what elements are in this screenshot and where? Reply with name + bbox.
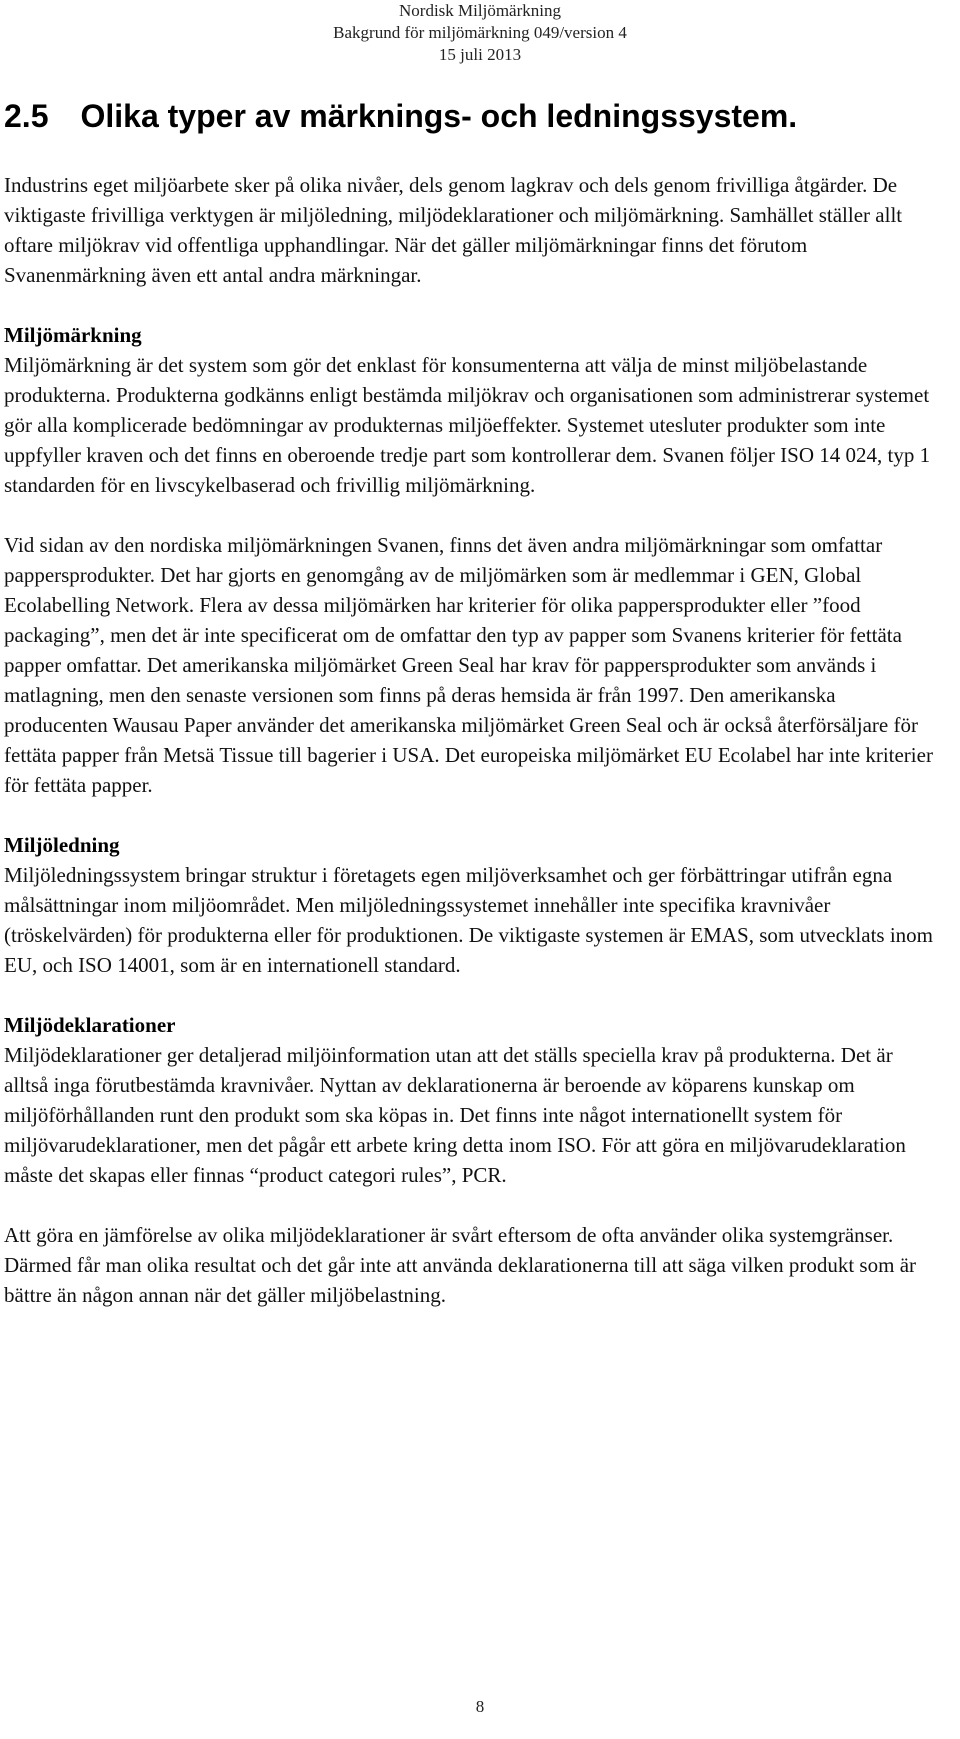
paragraph-spacer [4, 290, 934, 320]
miljomarkning-paragraph-1: Miljömärkning är det system som gör det enklast för konsumenterna att välja de minst miljöbelastande produkterna. Produkterna godkänns enligt bestämda miljökrav och organisationen som administrerar systemet gör alla komplicerade bedömningar av produkternas miljöeffekter. Systemet utesluter produkter som inte uppfyller kraven och det finns en oberoende tredje part som kontrollerar dem. Svanen följer ISO 14 024, typ 1 standarden för en livscykelbaserad och frivillig miljömärkning. [4, 353, 931, 497]
page-number: 8 [475, 1697, 485, 1716]
miljodeklarationer-paragraph-1: Miljödeklarationer ger detaljerad miljöinformation utan att det ställs speciella krav på produkterna. Det är alltså inga förutbestämda kravnivåer. Nyttan av deklarationerna är beroende av köparens kunskap om miljöförhållanden runt den produkt som ska köpas in. Det finns inte något internationellt system för miljövarudeklarationer, men det pågår ett arbete kring detta inom ISO. För att göra en miljövarudeklaration måste det skapas eller finnas “product categori rules”, PCR. [4, 1043, 906, 1187]
paragraph-spacer [4, 500, 934, 530]
document-body [4, 170, 934, 1310]
paragraph-spacer [4, 800, 934, 830]
intro-paragraph: Industrins eget miljöarbete sker på olika nivåer, dels genom lagkrav och dels genom frivilliga åtgärder. De viktigaste frivilliga verktygen är miljöledning, miljödeklarationer och miljömärkning. Samhället ställer allt oftare miljökrav vid offentliga upphandlingar. När det gäller miljömärkningar finns det förutom Svanenmärkning även ett antal andra märkningar. [4, 173, 903, 287]
header-organization: Nordisk Miljömärkning [399, 1, 561, 20]
miljomarkning-paragraph-2: Vid sidan av den nordiska miljömärkningen Svanen, finns det även andra miljömärkningar som omfattar pappersprodukter. Det har gjorts en genomgång av de miljömärken som är medlemmar i GEN, Global Ecolabelling Network. Flera av dessa miljömärken har kriterier för olika pappersprodukter eller ”food packaging”, men det är inte specificerat om de omfattar den typ av papper som Svanens kriterier för fettäta papper omfattar. Det amerikanska miljömärket Green Seal har krav för pappersprodukter som används i matlagning, men den senaste versionen som finns på deras hemsida är från 1997. Den amerikanska producenten Wausau Paper använder det amerikanska miljömärket Green Seal och är också återförsäljare för fettäta papper från Metsä Tissue till bagerier i USA. Det europeiska miljömärket EU Ecolabel har inte kriterier för fettäta papper. [4, 533, 933, 797]
header-document-title: Bakgrund för miljömärkning 049/version 4 [333, 23, 627, 42]
header-date: 15 juli 2013 [438, 45, 522, 64]
section-title: 2.5 Olika typer av märknings- och ledningssystem. [4, 98, 798, 134]
page-header [0, 0, 960, 66]
miljodeklarationer-paragraph-2: Att göra en jämförelse av olika miljödeklarationer är svårt eftersom de ofta använder olika systemgränser. Därmed får man olika resultat och det går inte att använda deklarationerna till att säga vilken produkt som är bättre än någon annan när det gäller miljöbelastning. [4, 1223, 917, 1307]
miljoledning-paragraph: Miljöledningssystem bringar struktur i företagets egen miljöverksamhet och ger förbättringar utifrån egna målsättningar inom miljöområdet. Men miljöledningssystemet innehåller inte specifika kravnivåer (tröskelvärden) för produkterna eller för produktionen. De viktigaste systemen är EMAS, som utvecklats inom EU, och ISO 14001, som är en internationell standard. [4, 863, 934, 977]
paragraph-spacer [4, 1190, 934, 1220]
heading-miljomarkning: Miljömärkning [4, 323, 142, 347]
heading-miljodeklarationer: Miljödeklarationer [4, 1013, 176, 1037]
heading-miljoledning: Miljöledning [4, 833, 120, 857]
paragraph-spacer [4, 980, 934, 1010]
